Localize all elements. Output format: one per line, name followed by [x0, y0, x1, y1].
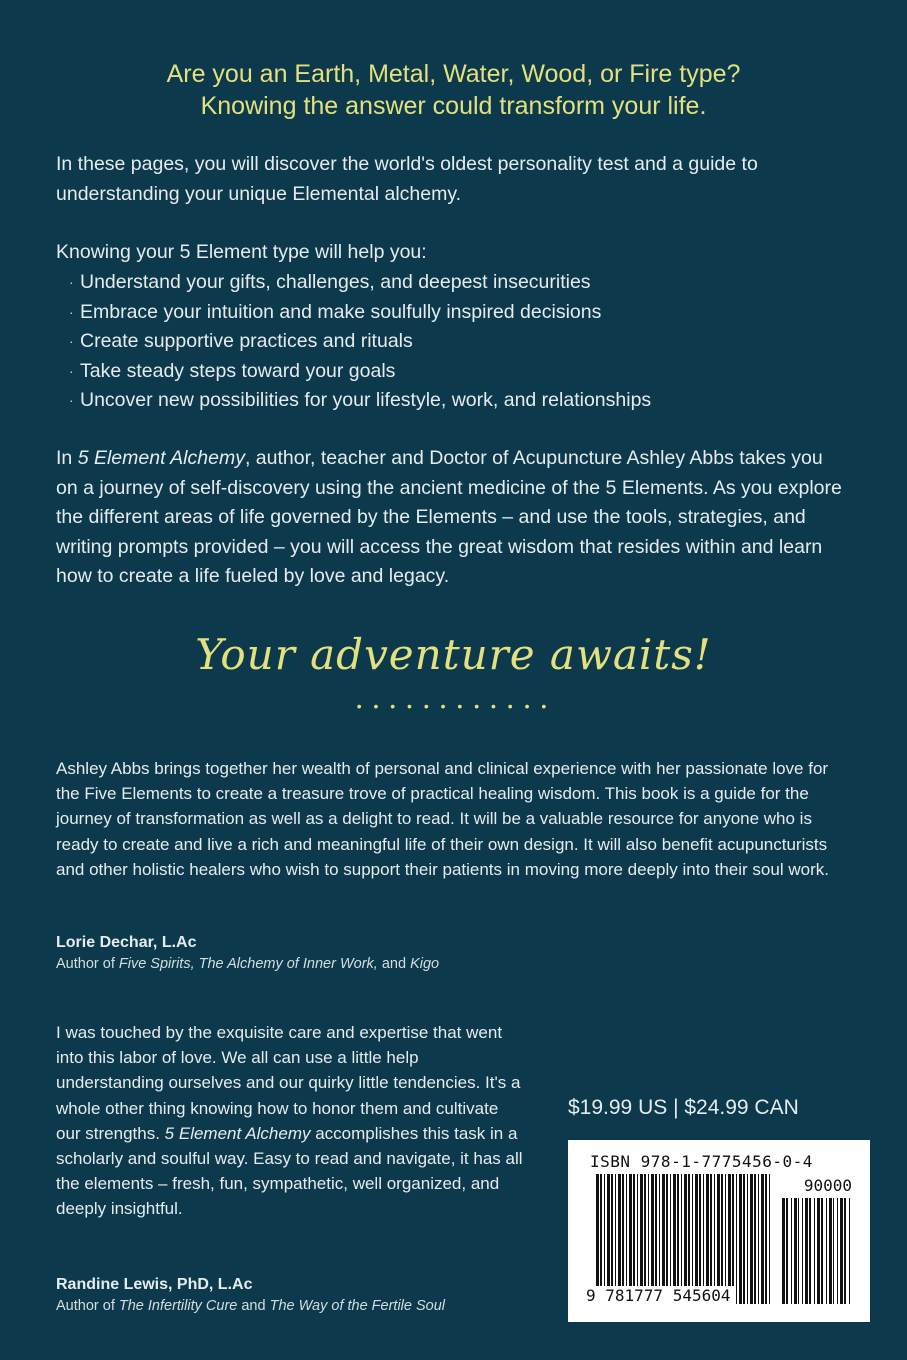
intro-paragraph: In these pages, you will discover the world's oldest personality test and a guide to understanding your unique Elemental alchemy.	[56, 153, 758, 205]
barcode-bars	[596, 1174, 772, 1304]
isbn-label: ISBN 978-1-7775456-0-4	[590, 1152, 813, 1171]
headline-line-2: Knowing the answer could transform your life.	[200, 92, 707, 120]
bullet-icon: ·	[69, 303, 74, 320]
headline	[0, 58, 907, 122]
price: $19.99 US | $24.99 CAN	[568, 1096, 799, 1119]
testimonial-author-2: Randine Lewis, PhD, L.Ac	[56, 1276, 253, 1293]
testimonial-author-1: Lorie Dechar, L.Ac	[56, 934, 197, 951]
bullet-icon: ·	[69, 392, 74, 408]
list-item: · Take steady steps toward your goals	[64, 357, 651, 387]
bullet-icon: ·	[69, 274, 74, 290]
barcode-addon-bars	[782, 1198, 852, 1304]
bullet-icon: ·	[69, 362, 74, 379]
isbn-barcode	[568, 1140, 870, 1322]
benefits-list	[64, 268, 651, 416]
list-item: · Uncover new possibilities for your lifestyle, work, and relationships	[64, 386, 651, 416]
headline-line-1: Are you an Earth, Metal, Water, Wood, or Fire type?	[166, 60, 741, 88]
list-intro: Knowing your 5 Element type will help you:	[56, 241, 427, 263]
testimonial-credential-1: Author of Five Spirits, The Alchemy of Inner Work, and Kigo	[56, 956, 440, 972]
list-item: · Understand your gifts, challenges, and deepest insecurities	[64, 268, 651, 298]
bullet-icon: ·	[69, 333, 74, 349]
barcode-addon-number: 90000	[803, 1176, 852, 1195]
testimonial-quote-1: Ashley Abbs brings together her wealth of personal and clinical experience with her passionate love for the Five Elements to create a treasure trove of practical healing wisdom. This book is a guide for the journey of transformation as well as a delight to read. It will be a valuable resource for anyone who is ready to create and live a rich and meaningful life of their own design. It will also benefit acupuncturists and other holistic healers who wish to support their patients in moving more deeply into their soul work.	[56, 759, 829, 879]
list-item: · Create supportive practices and rituals	[64, 327, 651, 357]
tagline: Your adventure awaits!	[195, 630, 712, 679]
book-title: 5 Element Alchemy	[77, 447, 245, 469]
list-item: · Embrace your intuition and make soulfully inspired decisions	[64, 298, 651, 328]
barcode-digits: 9 781777 545604	[582, 1286, 735, 1305]
testimonial-credential-2: Author of The Infertility Cure and The Way of the Fertile Soul	[56, 1298, 446, 1314]
divider-dots: • • • • • • • • • • • •	[356, 698, 551, 714]
description-paragraph: In 5 Element Alchemy, author, teacher and Doctor of Acupuncture Ashley Abbs takes you on a journey of self-discovery using the ancient medicine of the 5 Elements. As you explore the different areas of life governed by the Elements – and use the tools, strategies, and writing prompts provided – you will access the great wisdom that resides within and learn how to create a life fueled by love and legacy.	[56, 447, 842, 587]
testimonial-quote-2: I was touched by the exquisite care and expertise that went into this labor of love. We all can use a little help understanding ourselves and our quirky little tendencies. It's a whole other thing knowing how to honor them and cultivate our strengths. 5 Element Alchemy accomplishes this task in a scholarly and soulful way. Easy to read and navigate, it has all the elements – fresh, fun, sympathetic, well organized, and deeply insightful.	[56, 1023, 523, 1219]
